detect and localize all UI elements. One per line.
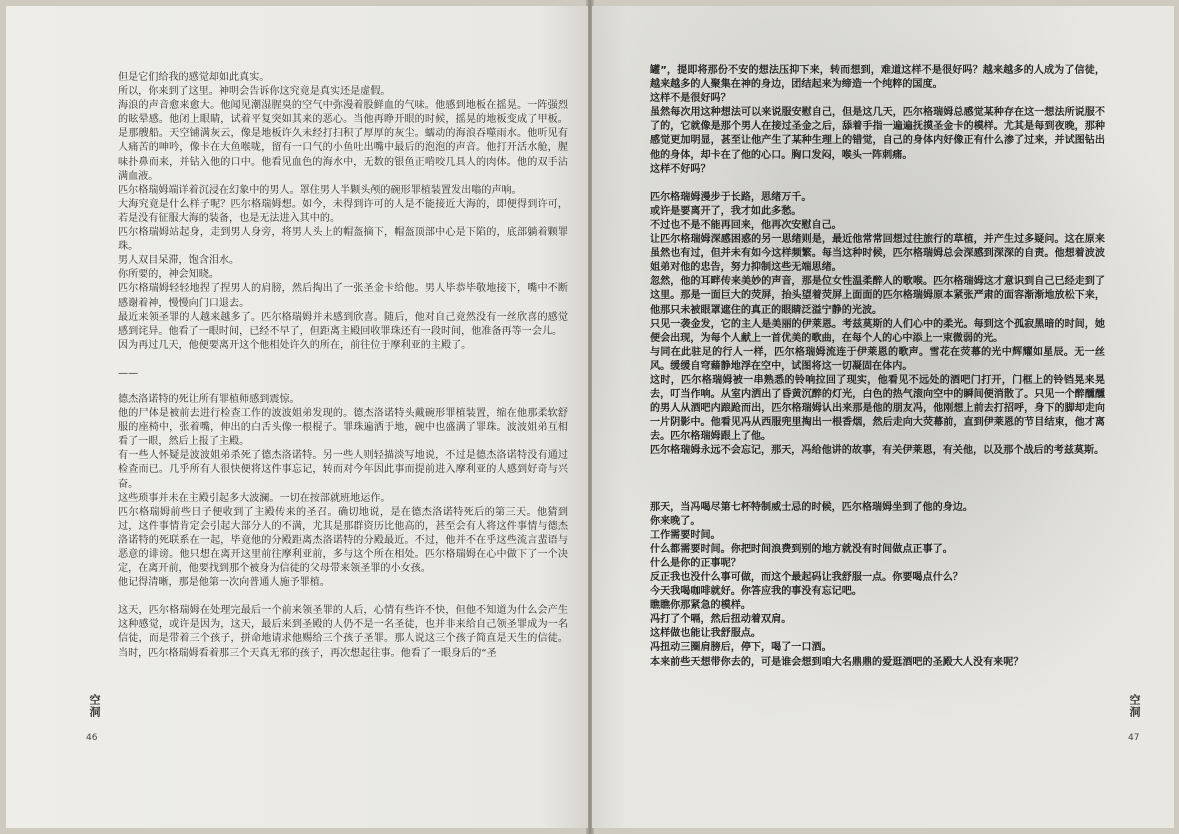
paragraph: 只见一袭金发，它的主人是美丽的伊莱恩。考兹莫斯的人们心中的柔光。每到这个孤寂黑暗的时间，她便会出现，为每个人献上一首优美的歌曲，在每个人的心中添上一束微弱的光。: [650, 318, 1105, 344]
paragraph: 今天我喝咖啡就好。你答应我的事没有忘记吧。: [650, 586, 862, 598]
paragraph: 匹尔格瑞姆漫步于长路，思绪万千。: [650, 191, 812, 203]
paragraph: 冯打了个嗝，然后扭动着双肩。: [650, 614, 792, 626]
book-title-vertical: 空洞: [88, 694, 101, 718]
paragraph: 男人双目呆滞，饱含泪水。: [118, 255, 240, 267]
paragraph: 那天，当冯喝尽第七杯特制威士忌的时候，匹尔格瑞姆坐到了他的身边。: [650, 501, 973, 513]
paragraph: 忽然，他的耳畔传来美妙的声音，那是位女性温柔醉人的歌喉。匹尔格瑞姆这才意识到自己已经走到了这里。那是一面巨大的荧屏，抬头望着荧屏上面面的匹尔格瑞姆原本紧张严肃的面容渐渐地放松下来，他那只未被眼罩遮住的真正的眼睛泛溢宁静的光波。: [650, 276, 1105, 316]
paragraph: 让匹尔格瑞姆深感困惑的另一思绪则是，最近他常常回想过往旅行的草植，并产生过多疑问。这在原来虽然也有过，但并未有如今这样频繁。每当这种时候，匹尔格瑞姆总会深感到深深的自责。他想着波波姐弟对他的忠告，努力抑制这些无端思绪。: [650, 234, 1105, 274]
section-separator: ——: [118, 367, 139, 379]
book-title-vertical: 空洞: [1128, 694, 1141, 718]
paragraph: 瞧瞧你那紧急的模样。: [650, 600, 751, 612]
paragraph: 工作需要时间。: [650, 529, 721, 541]
paragraph: 有一些人怀疑是波波姐弟杀死了德杰洛诺特。另一些人则轻描淡写地说，不过是德杰洛诺特没有通过检查而已。几乎所有人很快便将这件事忘记，转而对今年因此事而提前进入摩利亚的人感到好奇与兴奋。: [118, 450, 568, 490]
paragraph: 最近来领圣罪的人越来越多了。匹尔格瑞姆并未感到欣喜。随后，他对自己竟然没有一丝欣喜的感觉感到诧异。他看了一眼时间，已经不早了，但距离主殿回收罪珠还有一段时间，他准备再等一会儿。: [118, 311, 568, 337]
paragraph: 与同在此驻足的行人一样，匹尔格瑞姆流连于伊莱恩的歌声。雪花在荧幕的光中辉耀如星辰。无一丝风。缓缓自穹藉静地浮在空中，试图将这一切凝固在体内。: [650, 346, 1105, 372]
paragraph: 不过也不是不能再回来，他再次安慰自己。: [650, 219, 842, 231]
paragraph: 但是它们给我的感觉却如此真实。: [118, 72, 270, 83]
paragraph: 匹尔格瑞姆永远不会忘记，那天，冯给他讲的故事，有关伊莱恩，有关他，以及那个战后的考兹莫斯。: [650, 445, 1105, 457]
paragraph: 什么都需要时间。你把时间浪费到别的地方就没有时间做点正事了。: [650, 543, 953, 555]
paragraph: 匹尔格瑞姆端详着沉浸在幻象中的男人。罩住男人半颗头颅的碗形罪植装置发出嗡的声响。: [118, 184, 522, 196]
paragraph: 他记得清晰，那是他第一次向普通人施予罪植。: [118, 577, 330, 589]
right-page: [592, 6, 1174, 828]
paragraph: 匹尔格瑞姆站起身，走到男人身旁，将男人头上的帽盔摘下，帽盔顶部中心是下陷的，底部躺着颗罪珠。: [118, 227, 568, 253]
paragraph: 匹尔格瑞姆轻轻地捏了捏男人的肩膀，然后掏出了一张圣金卡给他。男人毕恭毕敬地接下，嘴中不断感谢着神，慢慢向门口退去。: [118, 283, 568, 309]
paragraph: 反正我也没什么事可做，而这个最起码让我舒服一点。你要喝点什么？: [650, 572, 963, 583]
section-gap: [650, 459, 1105, 501]
paragraph: 虽然每次用这种想法可以来说服安慰自己，但是这几天，匹尔格瑞姆总感觉某种存在这一想法所说服不了的，它就像是那个男人在接过圣金之后，舔着手指一遍遍抚摸圣金卡的模样。尤其是每到夜晚，那种感觉更加明显，甚至让他产生了某种生理上的错觉，自己的身体内好像正有什么渗了过来，并试图钻出他的身体，却卡在了他的心口。胸口发闷，喉头一阵刺痛。: [650, 107, 1105, 161]
paragraph: 你来晚了。: [650, 515, 701, 527]
paragraph: 海浪的声音愈来愈大。他闻见潮湿腥臭的空气中弥漫着股鲜血的气味。他感到地板在摇晃。一阵强烈的眩晕感。他闭上眼睛，试着平复突如其来的恶心。当他再睁开眼的时候，摇晃的地板变成了甲板。是那艘船。天空铺满灰云，像是地板许久未经打扫积了厚厚的灰尘。蠕动的海浪吞噬雨水。他听见有人痛苦的呻吟，像卡在大鱼喉咙，留有一口气的小鱼吐出嘴中最后的泡泡的声音。他打开活水舱，腥味扑鼻而来，并钻入他的口中。他看见血色的海水中，无数的银鱼正啃咬几具人的肉体。他的双手沾满血液。: [118, 100, 568, 182]
paragraph: 这样不是很好吗？: [650, 93, 731, 105]
paragraph: 你所要的，神会知晓。: [118, 269, 219, 281]
right-text-block-1: [650, 64, 1105, 670]
page-number: 46: [86, 733, 98, 743]
section-gap: [118, 590, 568, 604]
paragraph: 什么是你的正事呢？: [650, 557, 741, 569]
paragraph: 因为再过几天，他便要离开这个他相处许久的所在，前往位于摩利亚的主殿了。: [118, 339, 472, 351]
left-text-block-1: [118, 71, 568, 661]
section-gap: [650, 177, 1105, 191]
paragraph: 德杰洛诺特的死让所有罪植师感到震惊。: [118, 393, 300, 405]
paragraph: 他的尸体是被前去进行检查工作的波波姐弟发现的。德杰洛诺特头戴碗形罪植装置，缩在他那柔软舒服的座椅中，张着嘴，伸出的白舌头像一根棍子。罪珠遍洒于地，碗中也盛满了罪珠。波波姐弟互相看了一眼，然后上报了主殿。: [118, 408, 568, 448]
paragraph: 这些琐事并未在主殿引起多大波澜。一切在按部就班地运作。: [118, 492, 391, 504]
paragraph: 罐”，提即将那份不安的想法压抑下来，转而想到，难道这样不是很好吗？越来越多的人成为了信徒，越来越多的人聚集在神的身边，团结起来为缔造一个纯粹的国度。: [650, 65, 1105, 91]
paragraph: 本来前些天想带你去的，可是谁会想到咱大名鼎鼎的爱逛酒吧的圣殿大人没有来呢？: [650, 656, 1024, 668]
paragraph: 这天，匹尔格瑞姆在处理完最后一个前来领圣罪的人后，心情有些许不快，但他不知道为什么会产生这种感觉，或许是因为，这天，最后来到圣殿的人仍不是一名圣徒，也并非来给自己领圣罪成为一名信徒，而是带着三个孩子，拼命地请求他赐给三个孩子圣罪。那人说这三个孩子简直是天生的信徒。当时，匹尔格瑞姆看着那三个天真无邪的孩子，再次想起往事。他看了一眼身后的“圣: [118, 605, 568, 659]
paragraph: 大海究竟是什么样子呢？匹尔格瑞姆想。如今，未得到许可的人是不能接近大海的，即便得到许可，若是没有征服大海的装备，也是无法进入其中的。: [118, 198, 568, 224]
paragraph: 匹尔格瑞姆前些日子便收到了主殿传来的圣召。确切地说，是在德杰洛诺特死后的第三天。他猜到过，这件事情肯定会引起大部分人的不满，尤其是那群资历比他高的，甚至会有人将这件事情与德杰洛诺特的死联系在一起，毕竟他的分殿距离杰洛诺特的分殿最近。不过，他并不在乎这些流言蜚语与恶意的诽谤。他只想在离开这里前往摩利亚前，多与这个所在相处。匹尔格瑞姆在心中做下了一个决定，在离开前，他要找到那个被身为信徒的父母带来领圣罪的小女孩。: [118, 506, 568, 575]
paragraph: 这时，匹尔格瑞姆被一串熟悉的铃响拉回了现实，他看见不远处的酒吧门打开，门框上的铃铛晃来晃去，叮当作响。从室内洒出了昏黄沉醉的灯光，白色的热气滚向空中的瞬间便消散了。只见一个醉醺醺的男人从酒吧内踉跄而出，匹尔格瑞姆认出来那是他的朋友冯，他刚想上前去打招呼，身下的脚却走向一片阴影中。他看见冯从西服兜里掏出一根香烟，然后走向大荧幕前，直到伊莱恩的节目结束，他才离去。匹尔格瑞姆跟上了他。: [650, 374, 1105, 443]
paragraph: 这样不好吗？: [650, 163, 711, 175]
paragraph: 或许是要离开了，我才如此多愁。: [650, 205, 802, 217]
paragraph: 所以，你来到了这里。神明会告诉你这究竟是真实还是虚假。: [118, 86, 391, 98]
left-page: [6, 6, 588, 828]
page-number: 47: [1128, 733, 1140, 743]
paragraph: 这样做也能让我舒服点。: [650, 628, 762, 640]
paragraph: 冯扭动三圈肩膀后，停下，喝了一口酒。: [650, 642, 832, 654]
